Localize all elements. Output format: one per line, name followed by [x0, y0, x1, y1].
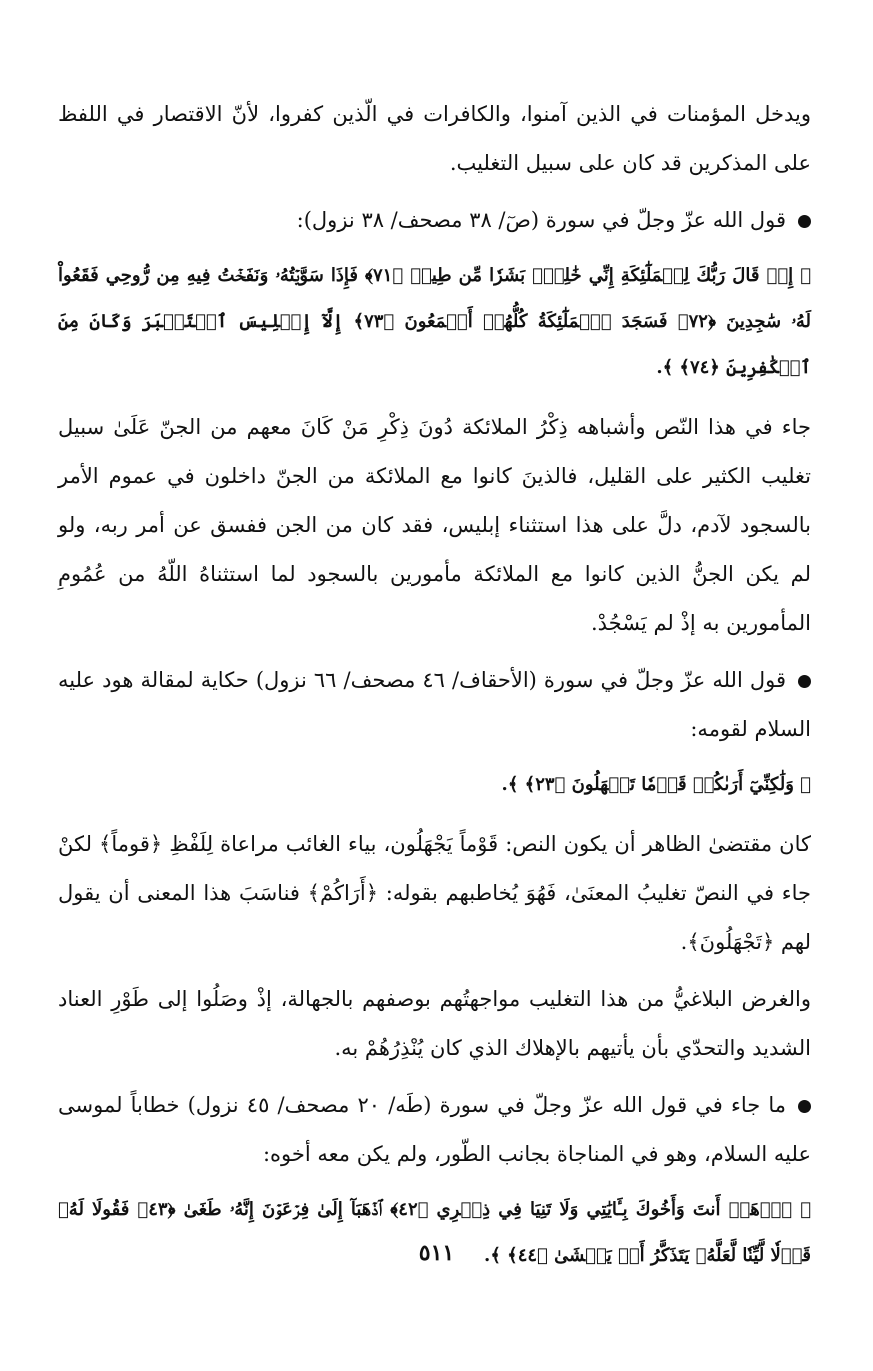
bullet-text: قول الله عزّ وجلّ في سورة (صٓ/ ٣٨ مصحف/ ٣٨ نزول):: [296, 208, 786, 232]
page-number: ٥١١: [418, 1240, 455, 1266]
bullet-paragraph: [58, 1081, 811, 1179]
bullet-text: ما جاء في قول الله عزّ وجلّ في سورة (طَه/ ٢٠ مصحف/ ٤٥ نزول) خطاباً لموسى عليه السلام، وهو في المناجاة بجانب الطّور، ولم يكن معه أخوه:: [58, 1093, 811, 1166]
bullet-text: قول الله عزّ وجلّ في سورة (الأحقاف/ ٤٦ مصحف/ ٦٦ نزول) حكاية لمقالة هود عليه السلام لقومه:: [58, 668, 811, 741]
bullet-paragraph: [58, 656, 811, 754]
paragraph: جاء في هذا النّص وأشباهه ذِكْرُ الملائكة دُونَ ذِكْرِ مَنْ كَانَ معهم من الجنّ عَلَىٰ سبيل تغليب الكثير على القليل، فالذينَ كانوا مع الملائكة من الجنّ داخلون في عموم الأمر بالسجود لآدم، دلَّ على هذا استثناء إبليس، فقد كان من الجن ففسق عن أمر ربه، ولو لم يكن الجنُّ الذين كانوا مع الملائكة مأمورين بالسجود لما استثناهُ اللّهُ من عُمُومِ المأمورين به إذْ لم يَسْجُدْ.: [58, 415, 811, 635]
paragraph: كان مقتضىٰ الظاهر أن يكون النص: قَوْماً يَجْهَلُون، بياء الغائب مراعاة لِلَفْظِ ﴿قوماً﴾ لكنْ جاء في النصّ تغليبُ المعنَىٰ، فَهُوَ يُخاطبهم بقوله: ﴿أَرَاكُمْ﴾ فناسَبَ هذا المعنى أن يقول لهم ﴿تَجْهَلُونَ﴾.: [58, 832, 811, 954]
bullet-paragraph: [58, 196, 811, 245]
paragraph: والغرض البلاغيُّ من هذا التغليب مواجهتُهم بوصفهم بالجهالة، إذْ وصَلُوا إلى طَوْرِ العناد الشديد والتحدّي بأن يأتيهم بالإهلاك الذي كان يُنْذِرُهُمْ به.: [58, 987, 811, 1060]
quran-verse: ﴿ إِذۡ قَالَ رَبُّكَ لِلۡمَلَٰٓئِكَةِ إِنِّي خَٰلِقُۢ بَشَرٗا مِّن طِينٖ ﴿٧١﴾ فَإِذَا سَوَّيۡتُهُۥ وَنَفَخۡتُ فِيهِ مِن رُّوحِي فَقَعُواْ لَهُۥ سَٰجِدِينَ ﴿٧٢﴾ فَسَجَدَ ٱلۡمَلَٰٓئِكَةُ كُلُّهُمۡ أَجۡمَعُونَ ﴿٧٣﴾ إِلَّآ إِبۡلِيسَ ٱسۡتَكۡبَرَ وَكَانَ مِنَ ٱلۡكَٰفِرِينَ ﴿٧٤﴾ ﴾.: [58, 265, 811, 378]
bullet-icon: [798, 675, 811, 688]
quran-verse: ﴿ وَلَٰكِنِّيٓ أَرَىٰكُمۡ قَوۡمٗا تَجۡهَلُونَ ﴿٢٣﴾ ﴾.: [501, 774, 811, 795]
bullet-icon: [798, 215, 811, 228]
paragraph: ويدخل المؤمنات في الذين آمنوا، والكافرات في الّذين كفروا، لأنّ الاقتصار في اللفظ على المذكرين قد كان على سبيل التغليب.: [58, 102, 811, 175]
quran-verse: ﴿ ٱذۡهَبۡ أَنتَ وَأَخُوكَ بِـَٔايَٰتِي وَلَا تَنِيَا فِي ذِكۡرِي ﴿٤٢﴾ ٱذۡهَبَآ إِلَىٰ فِرۡعَوۡنَ إِنَّهُۥ طَغَىٰ ﴿٤٣﴾ فَقُولَا لَهُۥ قَوۡلٗا لَّيِّنٗا لَّعَلَّهُۥ يَتَذَكَّرُ أَوۡ يَخۡشَىٰ ﴿٤٤﴾ ﴾.: [58, 1199, 811, 1266]
bullet-icon: [798, 1100, 811, 1113]
